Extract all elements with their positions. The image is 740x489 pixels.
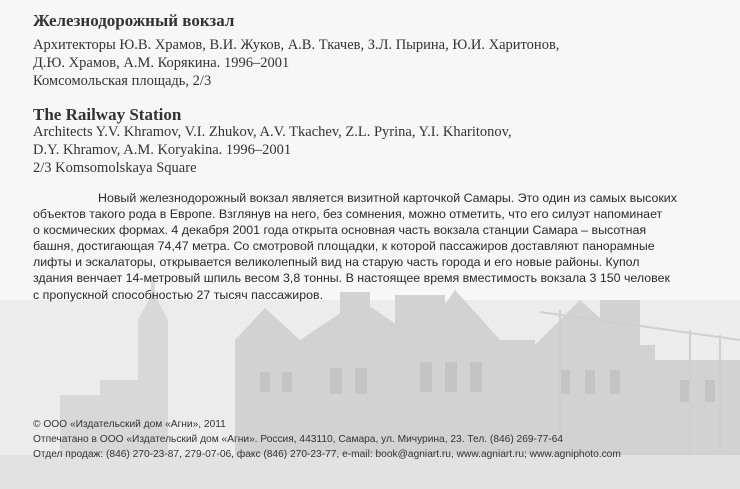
architects-ru-line1: Архитекторы Ю.В. Храмов, В.И. Жуков, А.В. Ткачев, З.Л. Пырина, Ю.И. Харитонов, — [33, 37, 560, 53]
copyright: © ООО «Издательский дом «Агни», 2011 — [33, 419, 226, 430]
architects-en-line1: Architects Y.V. Khramov, V.I. Zhukov, A.V. Tkachev, Z.L. Pyrina, Y.I. Kharitonov, — [33, 124, 512, 140]
architects-en-line2: D.Y. Khramov, A.M. Koryakina. 1996–2001 — [33, 142, 292, 158]
description-line: объектов такого рода в Европе. Взглянув на него, без сомнения, можно отметить, что его силуэт напоминает — [33, 207, 663, 222]
description-line: лифты и эскалаторы, открывается великолепный вид на старую часть города и его новые районы. Купол — [33, 255, 640, 270]
address-en: 2/3 Komsomolskaya Square — [33, 160, 197, 176]
description-line: Новый железнодорожный вокзал является визитной карточкой Самары. Это один из самых высоких — [98, 191, 677, 205]
description-line: с пропускной способностью 27 тысяч пассажиров. — [33, 287, 324, 302]
printed-info: Отпечатано в ООО «Издательский дом «Агни». Россия, 443110, Самара, ул. Мичурина, 23. Тел. (846) 269-77-64 — [33, 434, 563, 445]
description — [33, 190, 721, 303]
description-line: здания венчает 14-метровый шпиль весом 3,8 тонны. В настоящее время вместимость вокзала 3 150 человек — [33, 271, 670, 286]
title-en: The Railway Station — [33, 105, 182, 124]
architects-ru-line2: Д.Ю. Храмов, А.М. Корякина. 1996–2001 — [33, 55, 290, 71]
description-line: о космических формах. 4 декабря 2001 года открыта основная часть вокзала станции Самара – высотная — [33, 223, 647, 238]
description-line: башня, достигающая 74,47 метра. Со смотровой площадки, к которой пассажиров доставляют панорамные — [33, 239, 655, 254]
sales-contacts: Отдел продаж: (846) 270-23-87, 279-07-06, факс (846) 270-23-77, e-mail: book@agniart.ru, www.agniart.ru; www.agniphoto.com — [33, 449, 621, 460]
title-ru: Железнодорожный вокзал — [33, 11, 235, 30]
address-ru: Комсомольская площадь, 2/3 — [33, 73, 212, 89]
